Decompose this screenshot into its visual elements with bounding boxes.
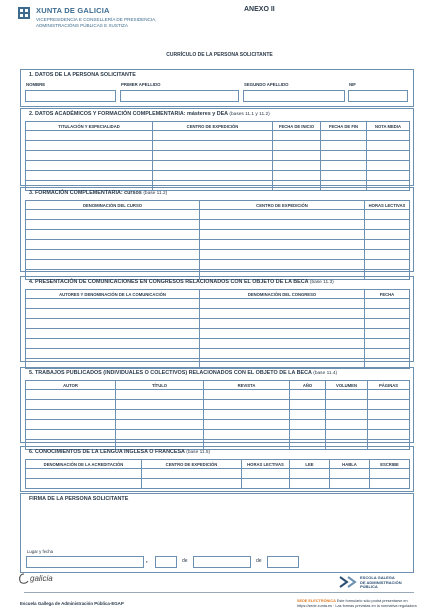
publications-table (25, 380, 410, 450)
table-cell[interactable] (200, 210, 365, 220)
table-cell[interactable] (367, 141, 410, 151)
de-separator-2: de (256, 558, 262, 564)
table-cell[interactable] (26, 240, 200, 250)
column-header: HORAS LECTIVAS (365, 201, 410, 210)
table-cell[interactable] (26, 299, 200, 309)
table-cell[interactable] (326, 400, 368, 410)
section-language-knowledge (20, 446, 414, 492)
section-base-note: (base 11.2) (143, 191, 168, 196)
table-cell[interactable] (321, 131, 367, 141)
table-cell[interactable] (153, 141, 273, 151)
table-row (26, 299, 410, 309)
communications-table (25, 289, 410, 369)
place-date-label: Lugar y fecha (27, 549, 54, 554)
column-header: HORAS LECTIVAS (242, 460, 290, 469)
table-cell[interactable] (368, 420, 410, 430)
field-label-nif: NIF (349, 82, 356, 87)
table-cell[interactable] (200, 220, 365, 230)
section-base-note: (base 11.4) (313, 371, 338, 376)
egap-line-1: ESCOLA GALEGA (360, 575, 395, 580)
table-cell[interactable] (200, 349, 365, 359)
table-cell[interactable] (365, 260, 410, 270)
department-line-1: VICEPRESIDENCIA E CONSELLERÍA DE PRESIDENCIA, (36, 17, 157, 22)
table-header-row (26, 460, 410, 469)
table-cell[interactable] (365, 210, 410, 220)
column-header: TITULACIÓN Y ESPECIALIDAD (26, 122, 153, 131)
table-cell[interactable] (26, 260, 200, 270)
table-cell[interactable] (142, 479, 242, 489)
table-cell[interactable] (242, 479, 290, 489)
section-base-note: (bases 11.1 y 11.2) (229, 112, 270, 117)
table-cell[interactable] (365, 349, 410, 359)
table-header-row (26, 290, 410, 299)
table-cell[interactable] (26, 420, 116, 430)
table-row (26, 210, 410, 220)
galicia-logo-icon (18, 572, 30, 590)
table-header-row (26, 122, 410, 131)
field-label-second-surname: SEGUNDO APELLIDO (244, 82, 289, 87)
column-header: DENOMINACIÓN DE LA ACREDITACIÓN (26, 460, 142, 469)
column-header: PÁGINAS (368, 381, 410, 390)
table-cell[interactable] (367, 151, 410, 161)
table-row (26, 171, 410, 181)
table-cell[interactable] (367, 171, 410, 181)
section-title-text: 4. PRESENTACIÓN DE COMUNICACIONES EN CONGRESOS RELACIONADOS CON EL OBJETO DE LA BECA (29, 279, 309, 285)
table-cell[interactable] (116, 430, 204, 440)
table-row (26, 240, 410, 250)
section-congress-communications (20, 276, 414, 362)
table-cell[interactable] (273, 161, 321, 171)
table-row (26, 161, 410, 171)
month-input[interactable] (193, 556, 251, 568)
section-title (29, 370, 337, 376)
table-cell[interactable] (326, 430, 368, 440)
table-cell[interactable] (326, 390, 368, 400)
table-cell[interactable] (290, 400, 326, 410)
table-row (26, 339, 410, 349)
column-header: FECHA DE FIN (321, 122, 367, 131)
section-base-note: (base 11.3) (309, 280, 334, 285)
column-header: DENOMINACIÓN DEL CURSO (26, 201, 200, 210)
table-cell[interactable] (153, 151, 273, 161)
table-cell[interactable] (200, 319, 365, 329)
section-complementary-training (20, 187, 414, 272)
table-cell[interactable] (116, 420, 204, 430)
table-cell[interactable] (365, 230, 410, 240)
nif-input[interactable] (348, 90, 408, 102)
language-table (25, 459, 410, 489)
table-row (26, 250, 410, 260)
egap-line-2: DE ADMINISTRACIÓN (360, 579, 402, 585)
footer-divider (24, 592, 414, 593)
table-cell[interactable] (290, 479, 330, 489)
comma-separator: , (146, 558, 148, 564)
table-cell[interactable] (200, 240, 365, 250)
column-header: REVISTA (204, 381, 290, 390)
first-surname-input[interactable] (120, 90, 239, 102)
section-title (29, 111, 270, 117)
table-cell[interactable] (290, 469, 330, 479)
table-cell[interactable] (365, 220, 410, 230)
table-row (26, 260, 410, 270)
table-cell[interactable] (142, 469, 242, 479)
table-cell[interactable] (326, 420, 368, 430)
table-cell[interactable] (368, 410, 410, 420)
field-label-first-surname: PRIMER APELLIDO (121, 82, 161, 87)
table-cell[interactable] (204, 400, 290, 410)
table-row (26, 220, 410, 230)
table-cell[interactable] (26, 329, 200, 339)
table-cell[interactable] (368, 400, 410, 410)
table-cell[interactable] (365, 309, 410, 319)
column-header: CENTRO DE EXPEDICIÓN (142, 460, 242, 469)
table-cell[interactable] (370, 479, 410, 489)
table-cell[interactable] (26, 319, 200, 329)
department-line-2: ADMINISTRACIÓNS PÚBLICAS E XUSTIZA (36, 22, 128, 28)
table-cell[interactable] (26, 220, 200, 230)
table-cell[interactable] (290, 410, 326, 420)
table-cell[interactable] (365, 339, 410, 349)
table-row (26, 141, 410, 151)
section-title: FIRMA DE LA PERSONA SOLICITANTE (29, 496, 129, 502)
column-header: VOLUMEN (326, 381, 368, 390)
table-cell[interactable] (26, 230, 200, 240)
table-cell[interactable] (200, 339, 365, 349)
table-cell[interactable] (26, 161, 153, 171)
table-cell[interactable] (200, 329, 365, 339)
org-name: XUNTA DE GALICIA (36, 6, 110, 15)
training-table (25, 200, 410, 280)
table-row (26, 329, 410, 339)
table-cell[interactable] (242, 469, 290, 479)
section-title-text: 2. DATOS ACADÉMICOS Y FORMACIÓN COMPLEMENTARIA: másteres y DEA (29, 111, 228, 117)
table-cell[interactable] (116, 390, 204, 400)
sede-label: SEDE ELECTRÓNICA (297, 599, 336, 603)
table-row (26, 390, 410, 400)
egap-line-3: PÚBLICA (360, 584, 378, 590)
table-cell[interactable] (26, 171, 153, 181)
table-cell[interactable] (273, 141, 321, 151)
table-cell[interactable] (290, 420, 326, 430)
column-header: FECHA DE INICIO (273, 122, 321, 131)
section-title (29, 449, 210, 455)
table-cell[interactable] (26, 309, 200, 319)
section-title (29, 279, 334, 285)
table-cell[interactable] (330, 479, 370, 489)
table-cell[interactable] (321, 161, 367, 171)
column-header: LEE (290, 460, 330, 469)
table-cell[interactable] (365, 319, 410, 329)
table-cell[interactable] (200, 250, 365, 260)
table-header-row (26, 201, 410, 210)
day-input[interactable] (155, 556, 177, 568)
table-cell[interactable] (26, 131, 153, 141)
annex-label: ANEXO II (244, 6, 275, 13)
table-cell[interactable] (290, 430, 326, 440)
table-row (26, 479, 410, 489)
table-cell[interactable] (26, 210, 200, 220)
column-header: NOTA MEDIA (367, 122, 410, 131)
section-title-text: 5. TRABAJOS PUBLICADOS (INDIVIDUALES O COLECTIVOS) RELACIONADOS CON EL OBJETO DE LA BECA (29, 370, 312, 376)
section-academic-data (20, 108, 414, 186)
table-row (26, 400, 410, 410)
table-row (26, 131, 410, 141)
department-name (36, 17, 157, 28)
table-cell[interactable] (330, 469, 370, 479)
table-cell[interactable] (365, 240, 410, 250)
table-cell[interactable] (204, 390, 290, 400)
table-cell[interactable] (26, 141, 153, 151)
table-cell[interactable] (26, 349, 200, 359)
section-title (29, 190, 167, 196)
table-cell[interactable] (273, 131, 321, 141)
table-cell[interactable] (321, 141, 367, 151)
table-cell[interactable] (116, 400, 204, 410)
table-cell[interactable] (273, 171, 321, 181)
column-header: DENOMINACIÓN DEL CONGRESO (200, 290, 365, 299)
table-cell[interactable] (367, 131, 410, 141)
table-cell[interactable] (365, 250, 410, 260)
table-row (26, 410, 410, 420)
table-row (26, 309, 410, 319)
table-row (26, 230, 410, 240)
table-cell[interactable] (26, 479, 142, 489)
table-header-row (26, 381, 410, 390)
column-header: AUTORES Y DENOMINACIÓN DE LA COMUNICACIÓN (26, 290, 200, 299)
table-cell[interactable] (200, 309, 365, 319)
section-title-text: 6. CONOCIMIENTOS DE LA LENGUA INGLESA O FRANCESA (29, 449, 185, 455)
table-cell[interactable] (200, 299, 365, 309)
field-label-name: NOMBRE (26, 82, 46, 87)
galicia-logo: galicia (30, 574, 53, 583)
table-row (26, 420, 410, 430)
column-header: CENTRO DE EXPEDICIÓN (153, 122, 273, 131)
table-cell[interactable] (26, 151, 153, 161)
table-cell[interactable] (290, 390, 326, 400)
table-cell[interactable] (116, 410, 204, 420)
section-title-text: 3. FORMACIÓN COMPLEMENTARIA: cursos (29, 190, 142, 196)
section-base-note: (base 11.5) (186, 450, 211, 455)
footer-sede-note (297, 599, 422, 609)
xunta-logo-icon (18, 6, 30, 18)
de-separator-1: de (182, 558, 188, 564)
year-input[interactable] (267, 556, 299, 568)
table-cell[interactable] (26, 390, 116, 400)
column-header: TÍTULO (116, 381, 204, 390)
table-cell[interactable] (321, 171, 367, 181)
place-input[interactable] (26, 556, 144, 568)
column-header: CENTRO DE EXPEDICIÓN (200, 201, 365, 210)
egap-logo-text (360, 576, 402, 590)
table-cell[interactable] (200, 260, 365, 270)
table-cell[interactable] (26, 469, 142, 479)
table-cell[interactable] (204, 420, 290, 430)
table-cell[interactable] (365, 299, 410, 309)
table-cell[interactable] (153, 171, 273, 181)
table-row (26, 469, 410, 479)
column-header: AUTOR (26, 381, 116, 390)
table-row (26, 349, 410, 359)
section-signature (20, 493, 414, 573)
table-cell[interactable] (153, 131, 273, 141)
sede-text: Este formulario sólo podrá presentarse en https://sede.xunta.es · Las formas previstas en la normativa reguladora (297, 599, 417, 608)
table-cell[interactable] (326, 410, 368, 420)
table-cell[interactable] (153, 161, 273, 171)
table-row (26, 430, 410, 440)
table-cell[interactable] (200, 230, 365, 240)
table-cell[interactable] (367, 161, 410, 171)
second-surname-input[interactable] (243, 90, 345, 102)
footer-school-name: Escuela Gallega de Administración Pública-EGAP (20, 601, 124, 606)
name-input[interactable] (25, 90, 116, 102)
section-published-works (20, 367, 414, 443)
table-cell[interactable] (26, 410, 116, 420)
table-cell[interactable] (26, 339, 200, 349)
academic-table (25, 121, 410, 191)
table-cell[interactable] (368, 390, 410, 400)
column-header: FECHA (365, 290, 410, 299)
table-cell[interactable] (370, 469, 410, 479)
table-cell[interactable] (204, 430, 290, 440)
table-cell[interactable] (26, 400, 116, 410)
section-title: 1. DATOS DE LA PERSONA SOLICITANTE (29, 72, 136, 78)
table-cell[interactable] (204, 410, 290, 420)
table-cell[interactable] (273, 151, 321, 161)
table-row (26, 151, 410, 161)
document-title: CURRÍCULO DE LA PERSONA SOLICITANTE (166, 52, 273, 58)
table-cell[interactable] (365, 329, 410, 339)
section-applicant-data (20, 69, 414, 107)
table-row (26, 319, 410, 329)
table-cell[interactable] (26, 430, 116, 440)
table-cell[interactable] (368, 430, 410, 440)
column-header: HABLA (330, 460, 370, 469)
table-cell[interactable] (26, 250, 200, 260)
column-header: AÑO (290, 381, 326, 390)
table-cell[interactable] (321, 151, 367, 161)
column-header: ESCRIBE (370, 460, 410, 469)
